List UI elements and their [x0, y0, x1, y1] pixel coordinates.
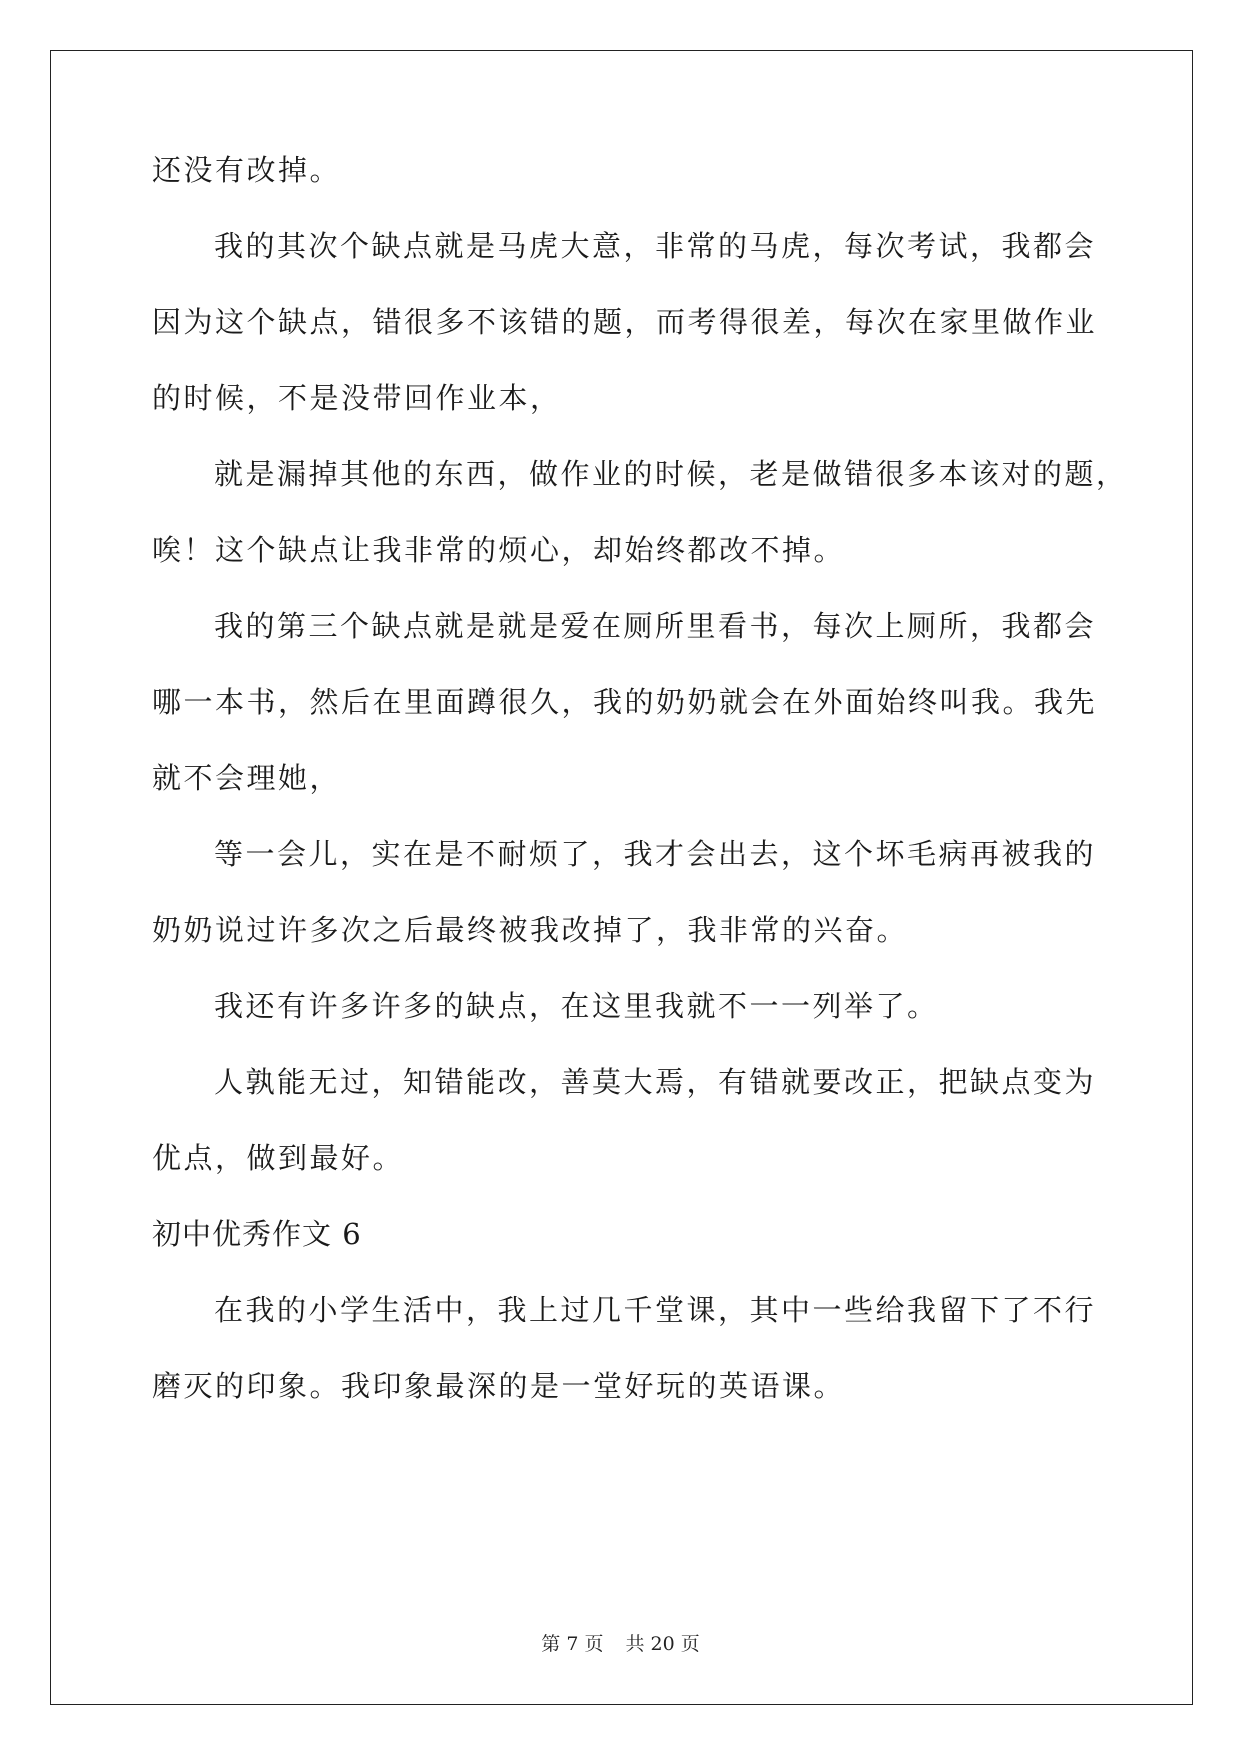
text-line: 的时候，不是没带回作业本， [152, 381, 562, 415]
text-line: 因为这个缺点，错很多不该错的题，而考得很差，每次在家里做作业 [152, 305, 1098, 339]
text-line: 磨灭的印象。我印象最深的是一堂好玩的英语课。 [152, 1369, 846, 1403]
page-number: 第 7 页 [541, 1633, 604, 1655]
text-line: 优点，做到最好。 [152, 1141, 405, 1175]
paragraph-line: 我的第三个缺点就是就是爱在厕所里看书，每次上厕所，我都会 [214, 609, 1097, 643]
page-border [50, 50, 1193, 1705]
section-heading: 初中优秀作文 6 [152, 1217, 362, 1251]
paragraph-line: 我的其次个缺点就是马虎大意，非常的马虎，每次考试，我都会 [214, 229, 1097, 263]
text-line: 哪一本书，然后在里面蹲很久，我的奶奶就会在外面始终叫我。我先 [152, 685, 1098, 719]
page-total: 共 20 页 [625, 1633, 700, 1655]
paragraph-line: 就是漏掉其他的东西，做作业的时候，老是做错很多本该对的题， [214, 457, 1128, 491]
paragraph-line: 在我的小学生活中，我上过几千堂课，其中一些给我留下了不行 [214, 1293, 1097, 1327]
paragraph-line: 等一会儿，实在是不耐烦了，我才会出去，这个坏毛病再被我的 [214, 837, 1097, 871]
page-footer [0, 1632, 1241, 1656]
text-line: 就不会理她， [152, 761, 342, 795]
text-line: 还没有改掉。 [152, 153, 342, 187]
text-line: 奶奶说过许多次之后最终被我改掉了，我非常的兴奋。 [152, 913, 909, 947]
text-line: 唉！这个缺点让我非常的烦心，却始终都改不掉。 [152, 533, 846, 567]
paragraph-line: 我还有许多许多的缺点，在这里我就不一一列举了。 [214, 989, 939, 1023]
paragraph-line: 人孰能无过，知错能改，善莫大焉，有错就要改正，把缺点变为 [214, 1065, 1097, 1099]
